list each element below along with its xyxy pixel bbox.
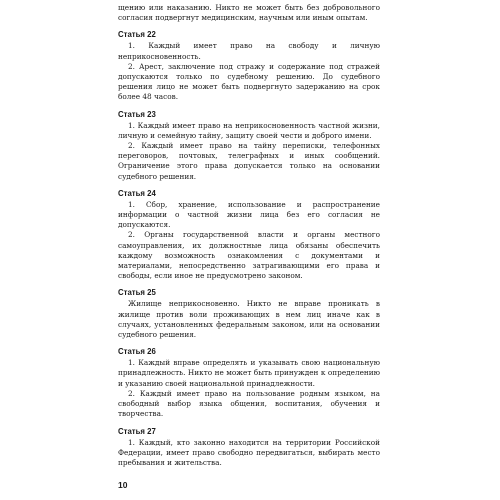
article-paragraph: 1. Сбор, хранение, использование и распространение информации о частной жизни лица без его согласия не допускаются. xyxy=(118,199,380,230)
article-title: Статья 24 xyxy=(118,188,156,198)
article-paragraph: 1. Каждый имеет право на неприкосновенность частной жизни, личную и семейную тайну, защиту своей чести и доброго имени. xyxy=(118,120,380,140)
article-paragraph: 1. Каждый имеет право на свободу и личную неприкосновенность. xyxy=(118,41,380,61)
article-paragraph: 2. Арест, заключение под стражу и содержание под стражей допускаются только по судебному решению. До судебного решения лицо не может быть подвергнуто задержанию на срок более 48 часов. xyxy=(118,61,380,102)
page-number: 10 xyxy=(118,480,128,490)
article-title: Статья 25 xyxy=(118,288,156,298)
article-section xyxy=(118,29,380,102)
article-paragraph: 2. Органы государственной власти и органы местного самоуправления, их должностные лица обязаны обеспечить каждому возможность ознакомления с документами и материалами, непосредственно затрагивающими его права и свободы, если иное не предусмотрено законом. xyxy=(118,230,380,281)
article-section xyxy=(118,346,380,419)
article-title: Статья 22 xyxy=(118,30,156,40)
article-section xyxy=(118,426,380,469)
article-paragraph: 1. Каждый вправе определять и указывать свою национальную принадлежность. Никто не может быть принужден к определению и указанию своей национальной принадлежности. xyxy=(118,358,380,388)
article-title: Статья 26 xyxy=(118,347,156,357)
article-paragraph: 2. Каждый имеет право на пользование родным языком, на свободный выбор языка общения, воспитания, обучения и творчества. xyxy=(118,388,380,419)
articles-list xyxy=(118,29,380,468)
article-title: Статья 27 xyxy=(118,426,156,436)
article-title: Статья 23 xyxy=(118,109,156,119)
article-section xyxy=(118,287,380,340)
article-paragraph: Жилище неприкосновенно. Никто не вправе проникать в жилище против воли проживающих в нем лиц иначе как в случаях, установленных федеральным законом, или на основании судебного решения. xyxy=(118,299,380,340)
article-paragraph: 1. Каждый, кто законно находится на территории Российской Федерации, имеет право свободно передвигаться, выбирать место пребывания и жительства. xyxy=(118,437,380,467)
document-page xyxy=(118,3,380,468)
article-section xyxy=(118,109,380,182)
article-section xyxy=(118,188,380,282)
article-paragraph: 2. Каждый имеет право на тайну переписки, телефонных переговоров, почтовых, телеграфных и иных сообщений. Ограничение этого права допускается только на основании судебного решения. xyxy=(118,141,380,181)
intro-paragraph: щению или наказанию. Никто не может быть без добровольного согласия подвергнут медицинским, научным или иным опытам. xyxy=(118,3,380,23)
